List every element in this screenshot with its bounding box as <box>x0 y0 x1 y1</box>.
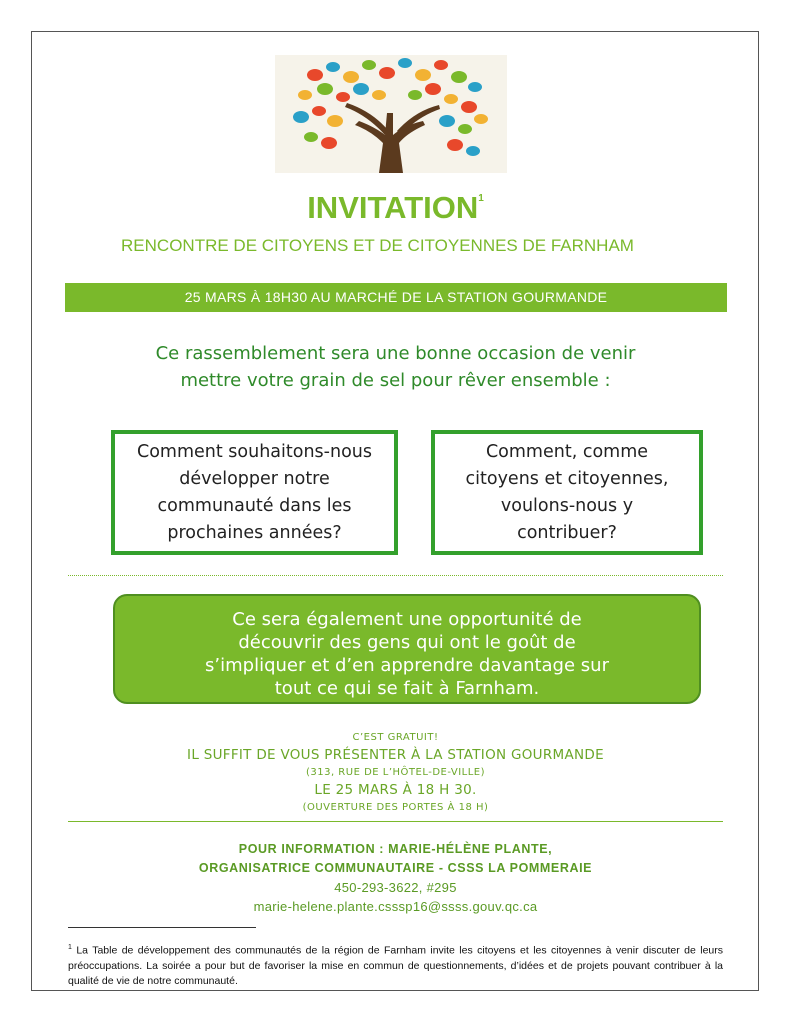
intro-line: mettre votre grain de sel pour rêver ensemble : <box>180 370 611 391</box>
doors-open: (OUVERTURE DES PORTES À 18 H) <box>302 802 489 813</box>
tree-of-hands-illustration <box>275 55 507 173</box>
opportunity-line: découvrir des gens qui ont le goût de <box>238 632 576 653</box>
footnote-text: La Table de développement des communautés de la région de Farnham invite les citoyens et les citoyennes à venir discuter de leurs préoccupations. La soirée a pour but de favoriser la mise en commun de questionnements, d’idées et de projets pouvant contribuer à la qualité de vie de notre communauté. <box>68 944 724 987</box>
footnote <box>68 940 723 989</box>
question-line: développer notre <box>179 468 330 489</box>
free-notice: C’EST GRATUIT! <box>352 732 439 743</box>
contact-email[interactable]: marie-helene.plante.csssp16@ssss.gouv.qc.ca <box>253 899 538 914</box>
event-details <box>0 730 791 816</box>
question-line: contribuer? <box>517 522 617 543</box>
footnote-rule <box>68 927 256 928</box>
question-line: Comment souhaitons-nous <box>137 441 372 462</box>
contact-role: ORGANISATRICE COMMUNAUTAIRE - CSSS LA POMMERAIE <box>198 861 593 875</box>
date-location-banner: 25 MARS À 18H30 AU MARCHÉ DE LA STATION GOURMANDE <box>65 283 727 312</box>
opportunity-line: tout ce qui se fait à Farnham. <box>274 678 540 699</box>
contact-info <box>0 840 791 916</box>
opportunity-line: s’impliquer et d’en apprendre davantage sur <box>205 655 609 676</box>
dotted-divider <box>68 575 723 576</box>
address: (313, RUE DE L’HÔTEL-DE-VILLE) <box>305 767 486 778</box>
contact-name: POUR INFORMATION : MARIE-HÉLÈNE PLANTE, <box>238 842 553 856</box>
footnote-mark: 1 <box>68 944 72 951</box>
question-line: communauté dans les <box>157 495 352 516</box>
question-box-development <box>111 430 398 555</box>
title-footnote-mark: 1 <box>478 192 484 204</box>
event-datetime: LE 25 MARS À 18 H 30. <box>314 782 477 798</box>
invitation-title: INVITATION$^1$ <box>307 190 484 225</box>
opportunity-line: Ce sera également une opportunité de <box>232 609 582 630</box>
question-box-contribution <box>431 430 703 555</box>
question-line: voulons-nous y <box>500 495 634 516</box>
question-line: Comment, comme <box>485 441 649 462</box>
intro-text <box>0 340 791 394</box>
present-notice: IL SUFFIT DE VOUS PRÉSENTER À LA STATION GOURMANDE <box>187 747 604 763</box>
question-line: citoyens et citoyennes, <box>465 468 669 489</box>
intro-line: Ce rassemblement sera une bonne occasion de venir <box>155 343 636 364</box>
contact-phone: 450-293-3622, #295 <box>334 880 457 895</box>
question-line: prochaines années? <box>167 522 342 543</box>
opportunity-callout <box>113 594 701 704</box>
section-divider <box>68 821 723 822</box>
invitation-subtitle: RENCONTRE DE CITOYENS ET DE CITOYENNES DE FARNHAM <box>121 236 634 255</box>
